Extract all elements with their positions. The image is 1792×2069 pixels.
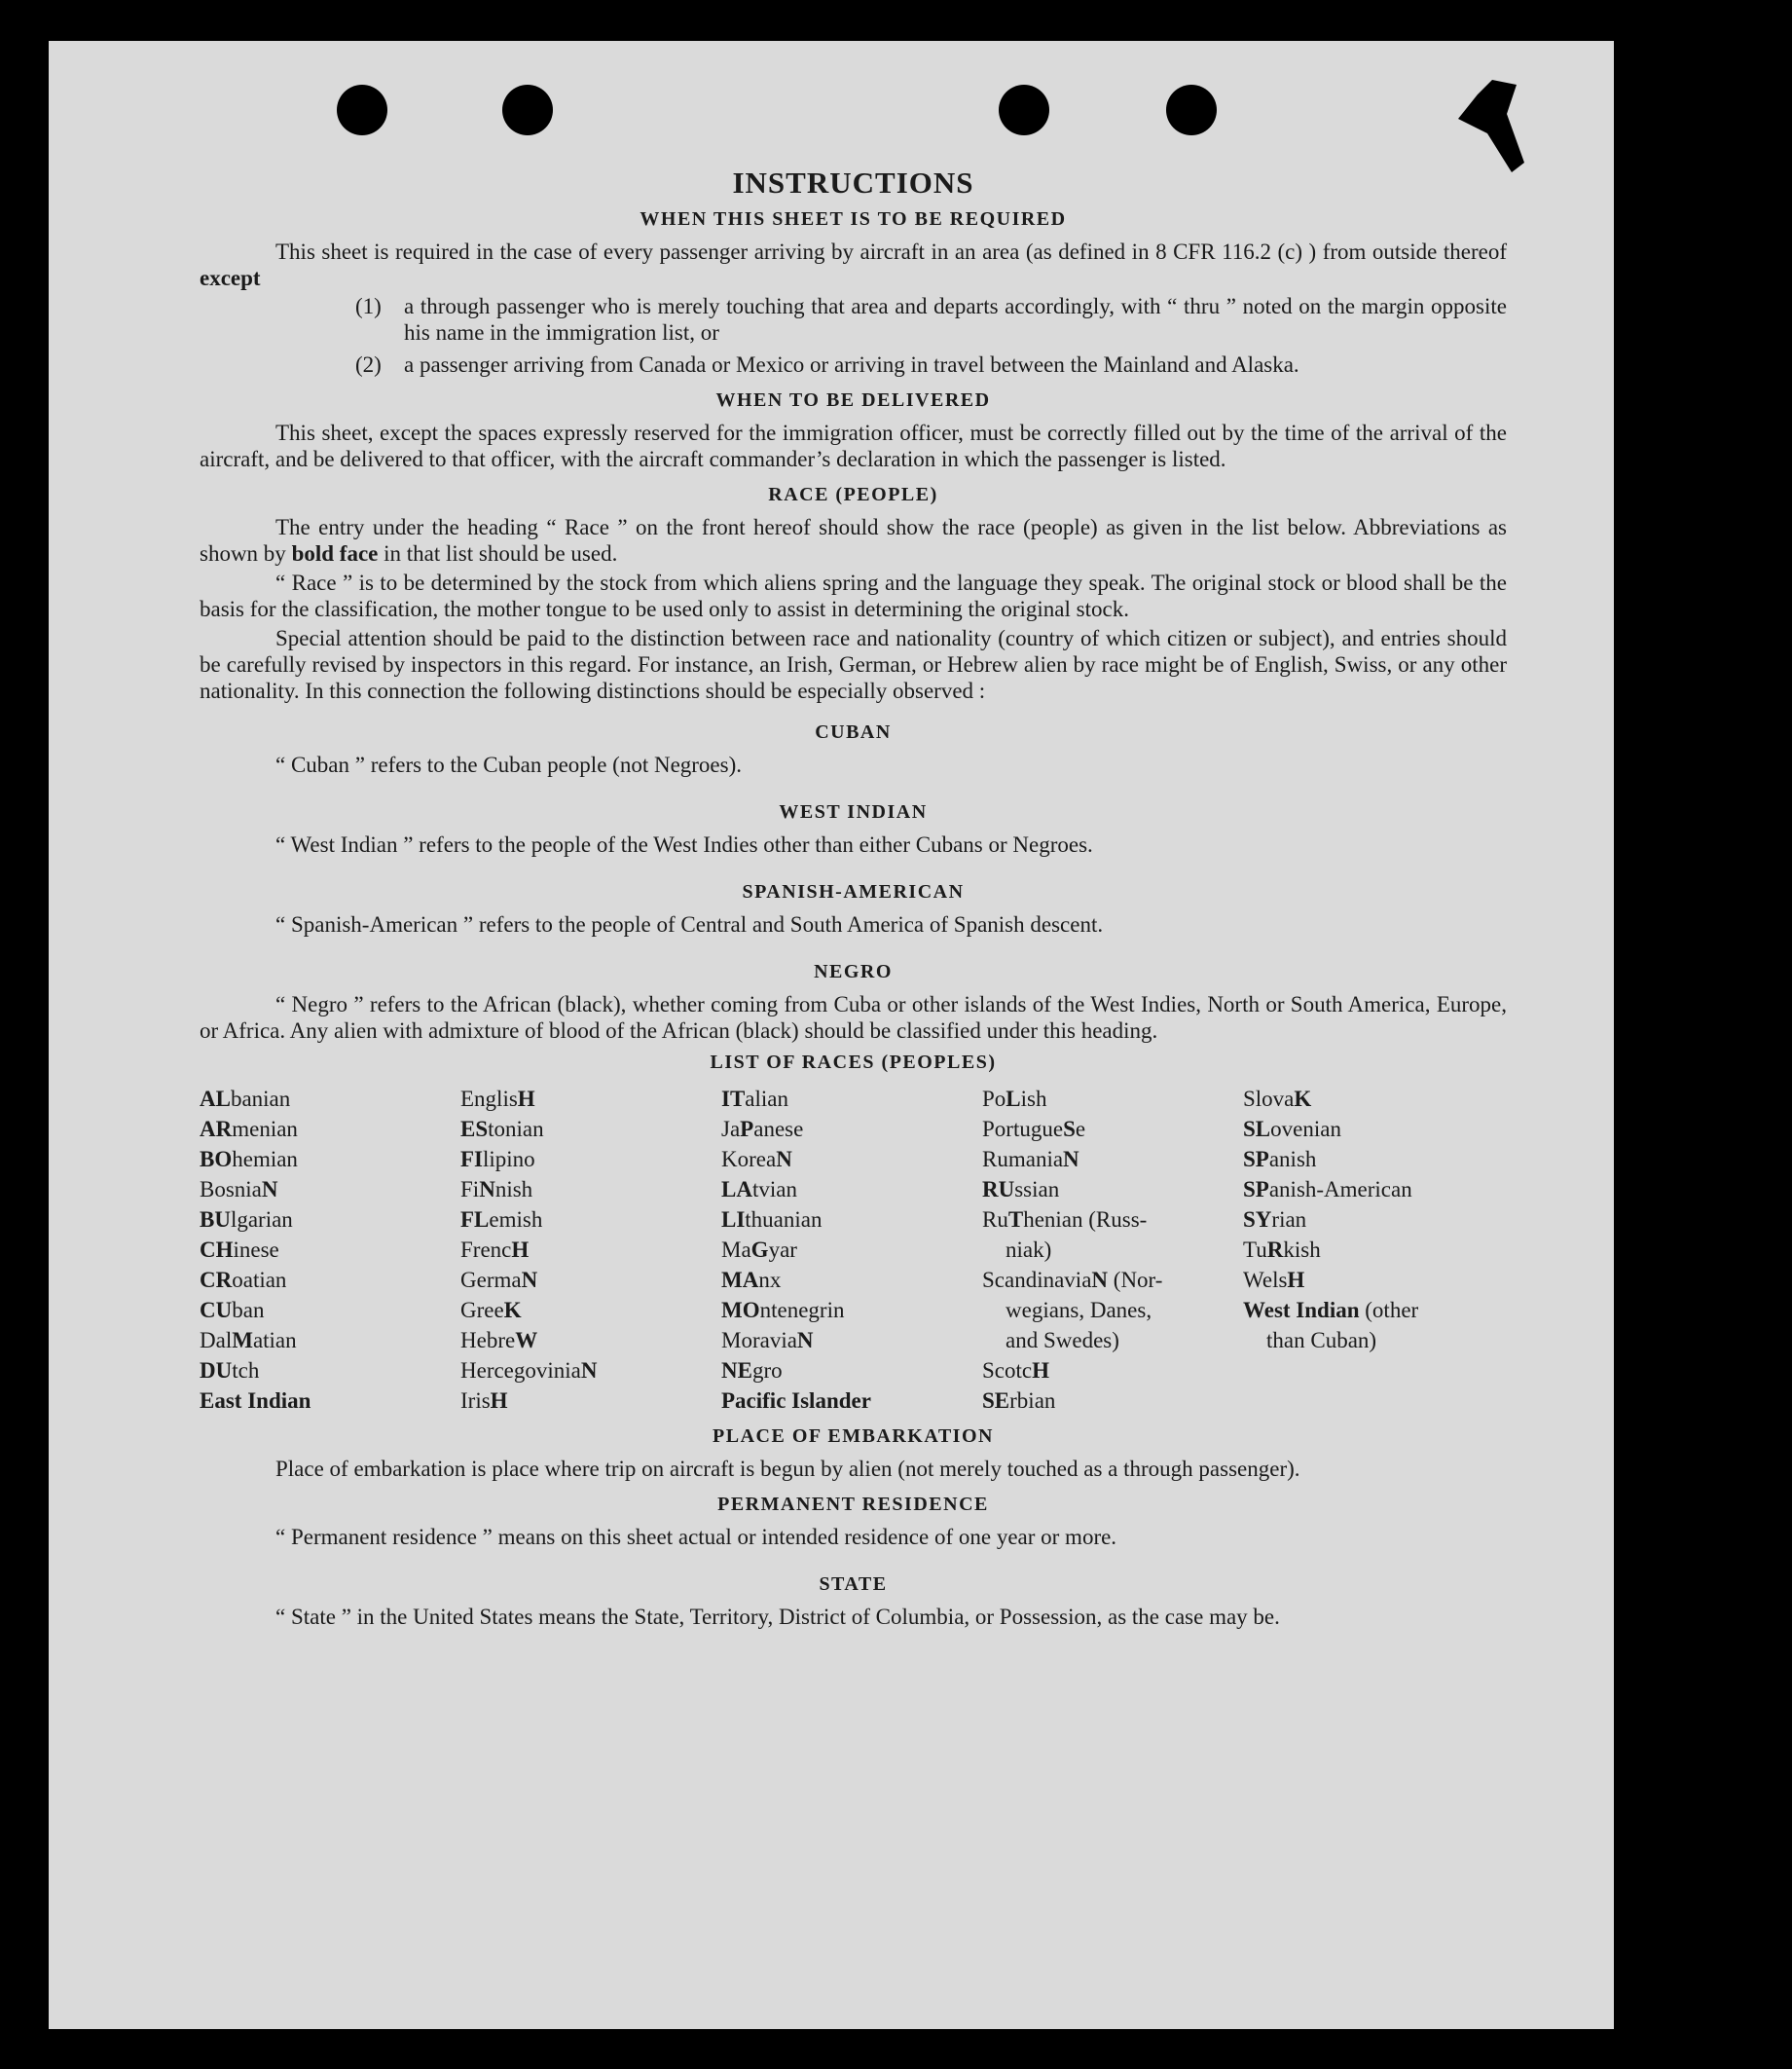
- punch-hole-4: [1166, 85, 1217, 135]
- race-paragraph-3: Special attention should be paid to the distinction between race and nationality (country of which citizen or subject), and entries should be carefully revised by inspectors in this regard. For instance, an Irish, German, or Hebrew alien by race might be of English, Swiss, or any other nationality. In this connection the following distinctions should be especially observed :: [200, 626, 1507, 703]
- punch-hole-1: [337, 85, 387, 135]
- race-entry: HercegoviniaN: [460, 1358, 598, 1383]
- punch-hole-2: [502, 85, 553, 135]
- race-entry: ScotcH: [982, 1358, 1049, 1383]
- race-entry: FiNnish: [460, 1177, 533, 1201]
- race-entry: GreeK: [460, 1298, 522, 1322]
- race-entry: ARmenian: [200, 1117, 298, 1141]
- negro-text: “ Negro ” refers to the African (black), whether coming from Cuba or other islands of the West Indies, North or South America, Europe, or Africa. Any alien with admixture of blood of the African (black) should be classified under this heading.: [200, 992, 1507, 1043]
- exception-item-2: (2) a passenger arriving from Canada or Mexico or arriving in travel between the Mainland and Alaska.: [355, 352, 1299, 377]
- race-entry: MoraviaN: [721, 1328, 814, 1352]
- race-entry: BosniaN: [200, 1177, 278, 1201]
- race-entry: PoLish: [982, 1087, 1047, 1111]
- races-column: [1243, 1084, 1504, 1416]
- race-entry: EStonian: [460, 1117, 544, 1141]
- race-entry: ScandinaviaN (Nor-: [982, 1268, 1163, 1292]
- place-of-embarkation-text: Place of embarkation is place where trip on aircraft is begun by alien (not merely touched as a through passenger).: [275, 1457, 1300, 1481]
- heading-list-of-races: LIST OF RACES (PEOPLES): [710, 1052, 997, 1073]
- race-paragraph-2: “ Race ” is to be determined by the stock from which aliens spring and the language they speak. The original stock or blood shall be the basis for the classification, the mother tongue to be used only to assist in determining the original stock.: [200, 571, 1507, 621]
- races-column: [460, 1084, 721, 1416]
- cuban-text: “ Cuban ” refers to the Cuban people (not Negroes).: [275, 753, 743, 777]
- race-entry: Pacific Islander: [721, 1388, 871, 1413]
- race-entry: niak): [1006, 1238, 1052, 1262]
- race-entry: FrencH: [460, 1238, 530, 1262]
- heading-when-delivered: WHEN TO BE DELIVERED: [715, 389, 991, 411]
- race-entry: MAnx: [721, 1268, 782, 1292]
- race-entry: SlovaK: [1243, 1087, 1312, 1111]
- race-entry: LIthuanian: [721, 1207, 823, 1232]
- race-entry: SLovenian: [1243, 1117, 1341, 1141]
- race-entry: LAtvian: [721, 1177, 797, 1201]
- race-entry: BOhemian: [200, 1147, 298, 1171]
- race-entry: CRoatian: [200, 1268, 287, 1292]
- race-entry: NEgro: [721, 1358, 783, 1383]
- race-entry: MaGyar: [721, 1238, 797, 1262]
- heading-race: RACE (PEOPLE): [768, 484, 938, 505]
- race-entry: CUban: [200, 1298, 265, 1322]
- race-entry: and Swedes): [1006, 1328, 1119, 1352]
- when-delivered-text: This sheet, except the spaces expressly reserved for the immigration officer, must be correctly filled out by the time of the arrival of the aircraft, and be delivered to that officer, with the aircraft commander’s declaration in which the passenger is listed.: [200, 421, 1507, 471]
- race-entry: RumaniaN: [982, 1147, 1079, 1171]
- race-entry: SYrian: [1243, 1207, 1307, 1232]
- races-list: [200, 1084, 1507, 1416]
- race-entry: SPanish-American: [1243, 1177, 1412, 1201]
- race-entry: WelsH: [1243, 1268, 1305, 1292]
- race-entry: TuRkish: [1243, 1238, 1321, 1262]
- page-title: INSTRUCTIONS: [732, 166, 974, 200]
- race-entry: JaPanese: [721, 1117, 804, 1141]
- race-entry: FIlipino: [460, 1147, 535, 1171]
- spanish-american-text: “ Spanish-American ” refers to the people of Central and South America of Spanish descent.: [275, 912, 1104, 937]
- heading-state: STATE: [819, 1573, 888, 1595]
- heading-spanish-american: SPANISH-AMERICAN: [742, 881, 965, 903]
- permanent-residence-text: “ Permanent residence ” means on this sheet actual or intended residence of one year or more.: [275, 1525, 1117, 1549]
- race-entry: HebreW: [460, 1328, 538, 1352]
- heading-cuban: CUBAN: [815, 721, 892, 743]
- heading-place-of-embarkation: PLACE OF EMBARKATION: [713, 1425, 994, 1447]
- heading-when-required: WHEN THIS SHEET IS TO BE REQUIRED: [640, 208, 1067, 230]
- race-entry: than Cuban): [1266, 1328, 1377, 1352]
- race-entry: FLemish: [460, 1207, 543, 1232]
- race-entry: SErbian: [982, 1388, 1056, 1413]
- heading-permanent-residence: PERMANENT RESIDENCE: [717, 1494, 989, 1515]
- race-entry: ALbanian: [200, 1087, 291, 1111]
- race-entry: wegians, Danes,: [1006, 1298, 1152, 1322]
- document-page: [49, 41, 1614, 2029]
- race-entry: West Indian (other: [1243, 1298, 1419, 1322]
- when-required-intro: This sheet is required in the case of every passenger arriving by aircraft in an area (as defined in 8 CFR 116.2 (c) ) from outside thereof except: [200, 240, 1507, 290]
- race-entry: DalMatian: [200, 1328, 297, 1352]
- races-column: [200, 1084, 460, 1416]
- race-entry: DUtch: [200, 1358, 260, 1383]
- race-entry: RuThenian (Russ-: [982, 1207, 1148, 1232]
- race-entry: BUlgarian: [200, 1207, 293, 1232]
- race-paragraph-1: The entry under the heading “ Race ” on the front hereof should show the race (people) as given in the list below. Abbreviations as shown by bold face in that list should be used.: [200, 515, 1507, 566]
- race-entry: ITalian: [721, 1087, 788, 1111]
- race-entry: CHinese: [200, 1238, 279, 1262]
- state-text: “ State ” in the United States means the State, Territory, District of Columbia, or Possession, as the case may be.: [275, 1605, 1280, 1629]
- instructions-content: [200, 166, 1507, 1630]
- heading-west-indian: WEST INDIAN: [779, 801, 928, 823]
- race-entry: GermaN: [460, 1268, 538, 1292]
- heading-negro: NEGRO: [814, 961, 893, 982]
- west-indian-text: “ West Indian ” refers to the people of the West Indies other than either Cubans or Negroes.: [275, 832, 1093, 857]
- race-entry: MOntenegrin: [721, 1298, 845, 1322]
- race-entry: SPanish: [1243, 1147, 1317, 1171]
- race-entry: IrisH: [460, 1388, 508, 1413]
- race-entry: KoreaN: [721, 1147, 792, 1171]
- races-column: [721, 1084, 982, 1416]
- races-column: [982, 1084, 1243, 1416]
- exception-item-1: (1) a through passenger who is merely touching that area and departs accordingly, with “ thru ” noted on the margin opposite his name in the immigration list, or: [355, 294, 1507, 345]
- race-entry: RUssian: [982, 1177, 1060, 1201]
- race-entry: East Indian: [200, 1388, 311, 1413]
- race-entry: EnglisH: [460, 1087, 535, 1111]
- race-entry: PortugueSe: [982, 1117, 1086, 1141]
- punch-hole-3: [999, 85, 1049, 135]
